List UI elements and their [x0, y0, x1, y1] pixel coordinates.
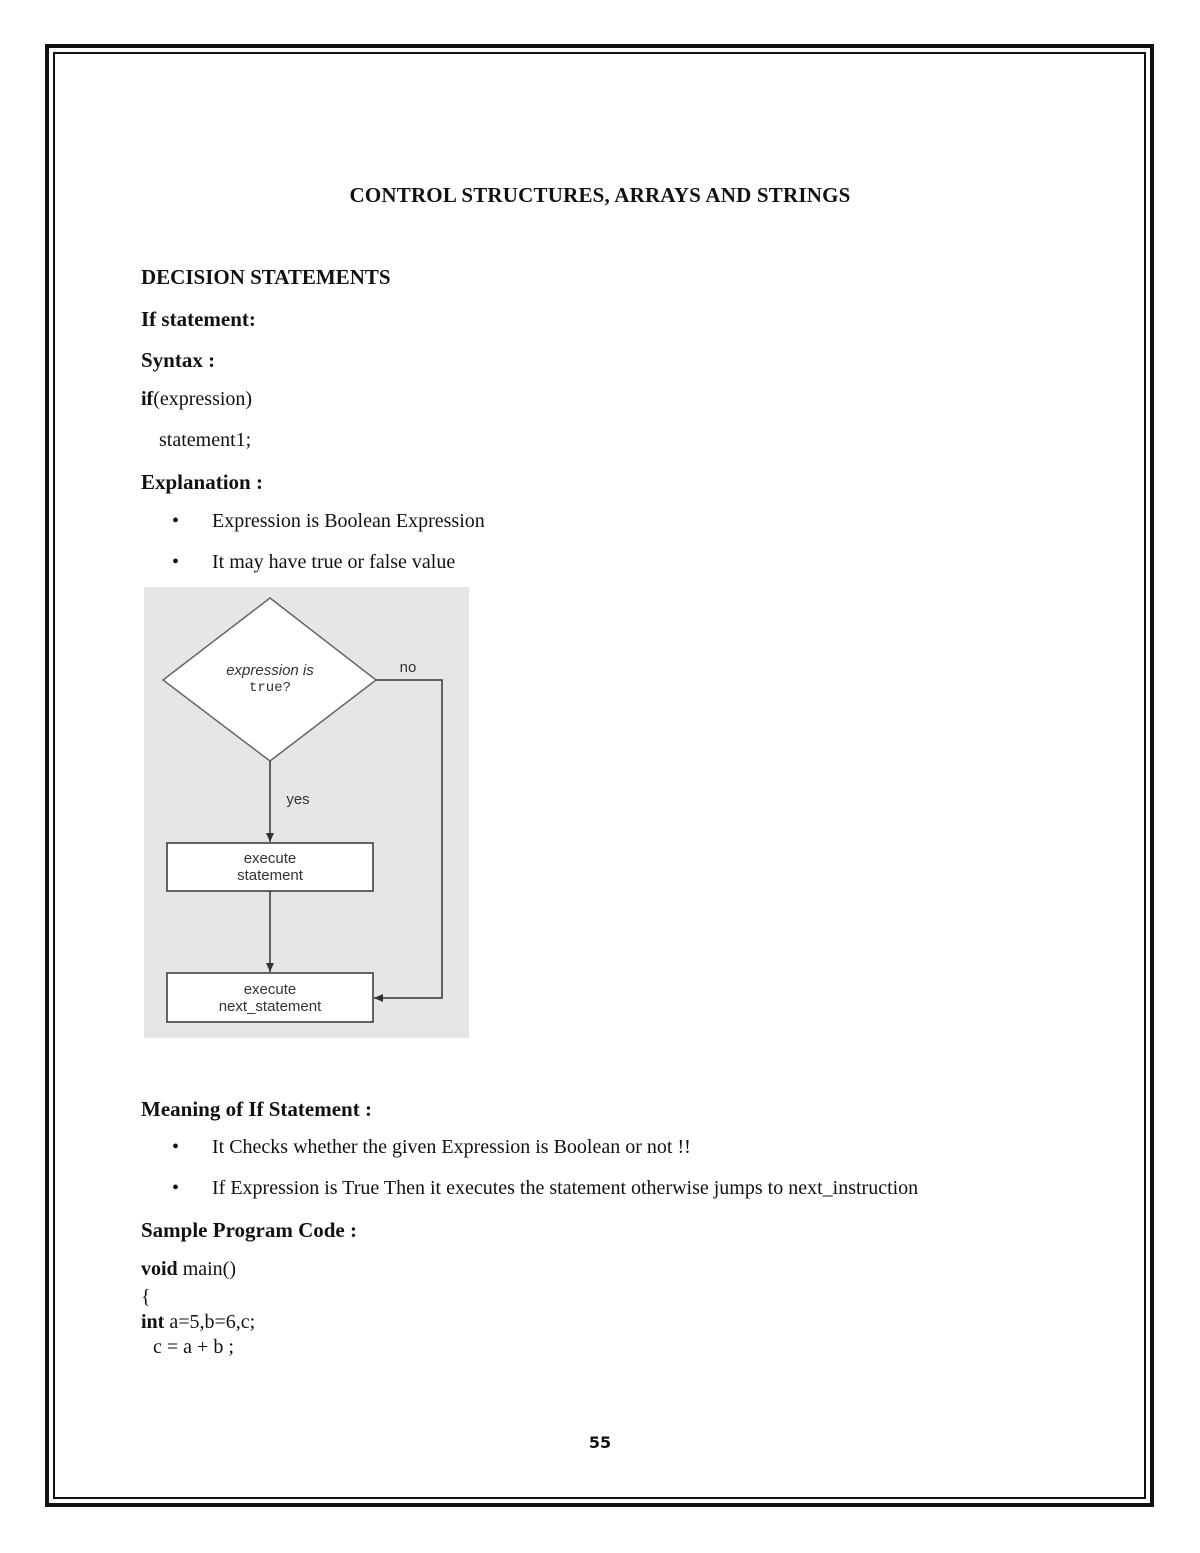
meaning-bullet-2: • If Expression is True Then it executes the statement otherwise jumps to next_instruction	[172, 1177, 919, 1199]
if-keyword: if	[141, 388, 154, 410]
meaning-heading: Meaning of If Statement :	[141, 1097, 372, 1121]
sample-code-heading: Sample Program Code :	[141, 1218, 357, 1242]
syntax-line-1	[141, 388, 252, 411]
box2-label-line-2: next_statement	[218, 998, 322, 1015]
syntax-heading: Syntax :	[141, 348, 216, 372]
void-keyword: void	[141, 1258, 178, 1280]
code-line-3: int a=5,b=6,c;	[141, 1311, 256, 1333]
bullet-icon: •	[172, 1177, 180, 1199]
decision-label-line-1: expression is	[226, 662, 314, 679]
bullet-icon: •	[172, 551, 180, 573]
bullet-icon: •	[172, 510, 180, 532]
if-flowchart	[144, 587, 469, 1038]
decision-label-line-2: true?	[248, 680, 291, 696]
explanation-bullet-2: • It may have true or false value	[172, 551, 456, 573]
flowchart-drawing	[144, 587, 469, 1038]
section-heading: DECISION STATEMENTS	[141, 265, 391, 289]
no-label: no	[399, 659, 417, 676]
meaning-bullet-1: • It Checks whether the given Expression is Boolean or not !!	[172, 1136, 691, 1158]
code-line-2: {	[141, 1286, 151, 1308]
syntax-line-2: statement1;	[159, 429, 252, 451]
page-number: 55	[588, 1433, 612, 1452]
box2-label-line-1: execute	[243, 981, 297, 998]
code-line-1: void main()	[141, 1258, 236, 1280]
page-title: CONTROL STRUCTURES, ARRAYS AND STRINGS	[349, 183, 851, 207]
syntax-expression: (expression)	[153, 388, 253, 410]
box1-label-line-1: execute	[243, 850, 297, 867]
yes-label: yes	[286, 791, 310, 808]
code-line-4: c = a + b ;	[153, 1336, 234, 1358]
if-statement-heading: If statement:	[141, 307, 256, 331]
box1-label-line-2: statement	[237, 867, 303, 884]
no-connector	[374, 680, 442, 998]
bullet-icon: •	[172, 1136, 180, 1158]
explanation-heading: Explanation :	[141, 470, 263, 494]
explanation-bullet-1: • Expression is Boolean Expression	[172, 510, 485, 532]
int-keyword: int	[141, 1311, 165, 1333]
